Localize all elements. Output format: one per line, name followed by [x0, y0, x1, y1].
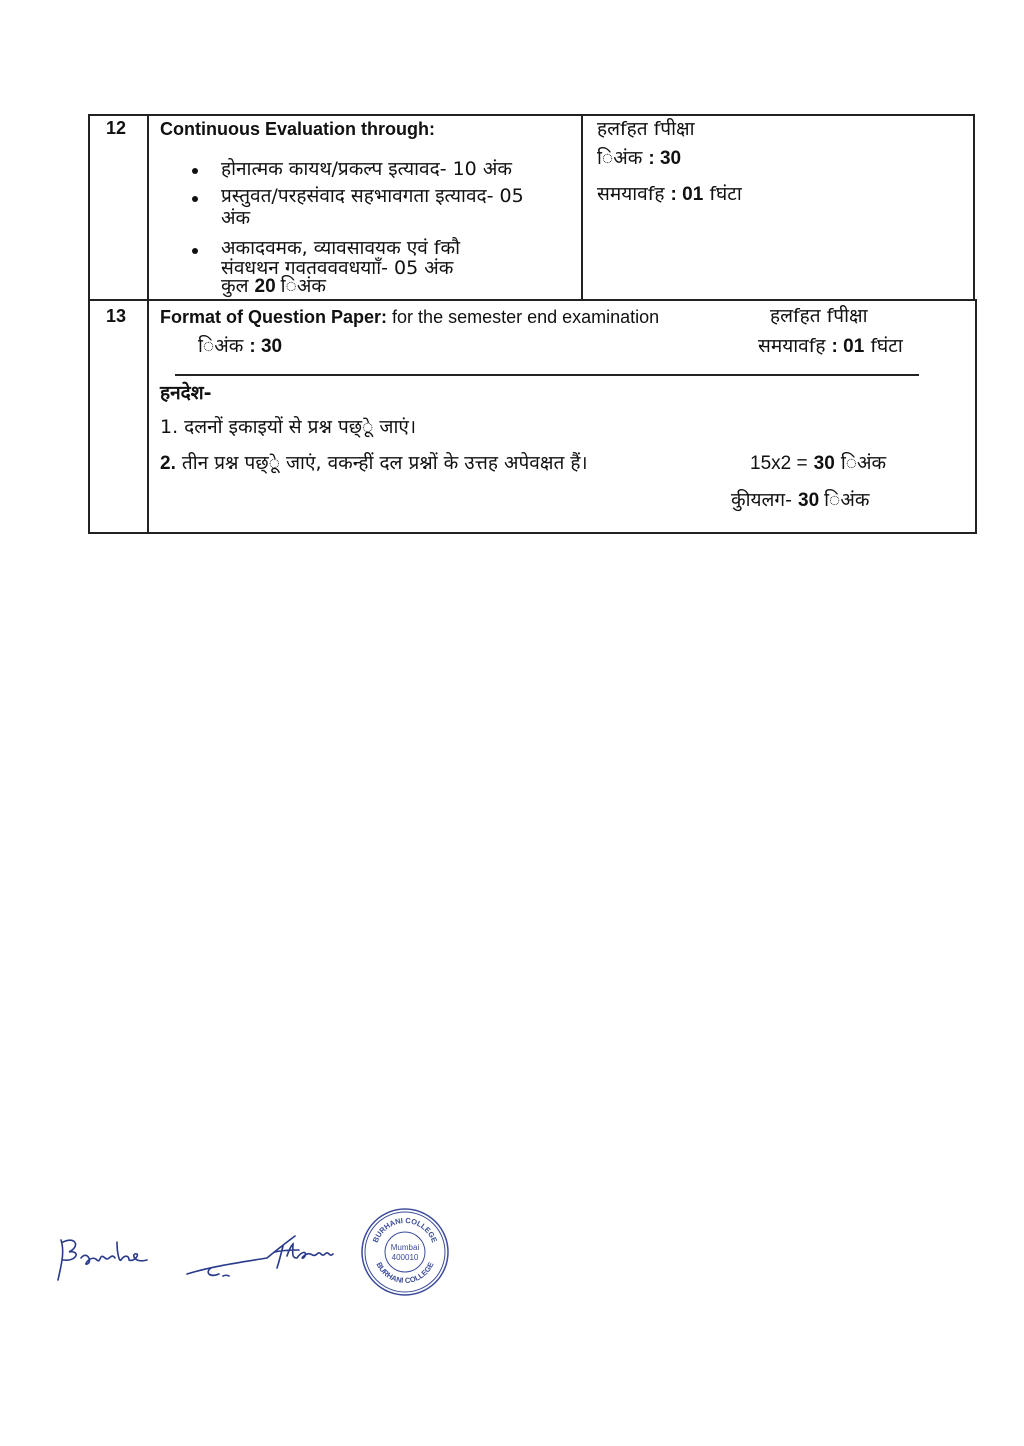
row-12-right-time-value: : 01 — [670, 184, 704, 205]
row-13-instruction-2 — [160, 452, 588, 475]
bullet-3 — [192, 248, 198, 254]
row-13-right-title: हलfहत fपीक्षा — [770, 305, 868, 327]
row-13-calc-prefix: 15x2 = — [750, 453, 808, 474]
row-12-total-suffix: िअंक — [296, 275, 326, 297]
stamp-top-text: BURHANI COLLEGE — [370, 1215, 440, 1244]
row-12-right-marks — [597, 147, 681, 170]
row-12-number: 12 — [106, 118, 127, 138]
row-12-right-time-unit: fघंटा — [709, 183, 742, 205]
row-12-bullet-2: प्रस्तुवत/परहसंवाद सहभावगता इत्यावद- 05 — [221, 185, 524, 207]
college-stamp — [360, 1207, 450, 1297]
row-13-total-label: कुीयलग- — [731, 489, 792, 511]
row-13-time — [758, 335, 903, 358]
row-13-marks-value: : 30 — [249, 336, 283, 357]
row-13-time-label: समयावfह — [758, 335, 826, 357]
stamp-center-1: Mumbai — [390, 1243, 420, 1252]
row-13-number: 13 — [106, 306, 127, 326]
row-12-heading: Continuous Evaluation through: — [160, 119, 435, 139]
row-12-right-time-label: समयावfह — [597, 183, 665, 205]
row-13-calc — [750, 452, 886, 475]
signature-1 — [55, 1232, 155, 1284]
row-12-right-marks-label: िअंक — [597, 147, 643, 169]
row-13-instruction-2-text: तीन प्रश्न पछ्ूे जाएं, वकन्हीं दल प्रश्नों के उत्तह अपेवक्षत हैं। — [181, 452, 588, 474]
row-13-separator — [175, 374, 919, 376]
row-12-bullet-1: होनात्मक कायथ/प्रकल्प इत्यावद- 10 अंक — [221, 158, 512, 180]
row-13-time-value: : 01 — [831, 336, 865, 357]
signature-2 — [183, 1232, 343, 1282]
row-12-divider-right — [581, 114, 583, 301]
row-13-instruction-2-num: 2. — [160, 453, 176, 474]
row-12-bullet-3: अकादवमक, व्यावसावयक एवं fकौ — [221, 237, 461, 259]
stamp-center-2: 400010 — [391, 1253, 419, 1262]
row-13-calc-value: 30 — [813, 453, 835, 474]
row-13-instruction-1: 1. दलनों इकाइयों से प्रश्न पछ्ूे जाएं। — [160, 416, 417, 438]
row-13-heading — [160, 306, 659, 328]
row-13-calc-suffix: िअंक — [840, 452, 887, 474]
row-13-instructions-heading: हनदेश- — [160, 382, 212, 404]
row-13-heading-rest: for the semester end examination — [392, 307, 660, 327]
row-13-marks-label: िअंक — [198, 335, 244, 357]
row-12-total — [221, 275, 326, 298]
row-13-heading-bold: Format of Question Paper: — [160, 307, 388, 327]
row-13-time-unit: fघंटा — [870, 335, 903, 357]
row-12-bullet-3-cont: संवधथन गवतवववधयााँ- 05 अंक — [221, 257, 454, 279]
row-12-right-marks-value: : 30 — [648, 148, 682, 169]
row-12-right-time — [597, 183, 742, 206]
row-13-divider — [147, 299, 149, 534]
bullet-2 — [192, 196, 198, 202]
bullet-1 — [192, 168, 198, 174]
row-13-total-suffix: िअंक — [840, 489, 870, 511]
row-12-right-title: हलfहत fपीक्षा — [597, 118, 695, 140]
row-13-total-value: 30 — [798, 490, 820, 511]
row-12-total-value: 20 — [254, 276, 276, 297]
row-12-total-prefix: कुल — [221, 275, 249, 297]
row-12-divider-left — [147, 114, 149, 301]
row-13-total — [731, 489, 869, 512]
row-13-marks — [198, 335, 282, 358]
stamp-bottom-text: BURHANI COLLEGE — [374, 1260, 436, 1286]
row-12-bullet-2-cont: अंक — [221, 207, 251, 229]
